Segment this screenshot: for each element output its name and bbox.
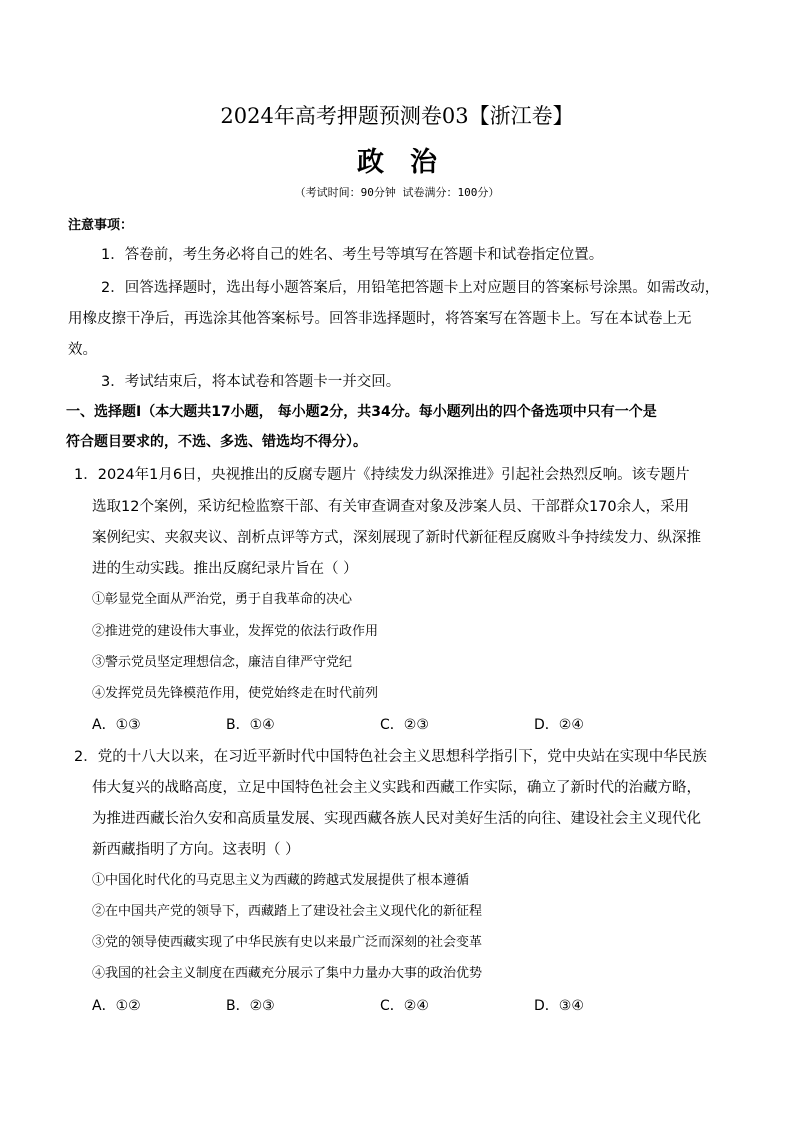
section-heading-line-1: 一、选择题Ⅰ（本大题共17小题， 每小题2分，共34分。每小题列出的四个备选项中只有一个是 (66, 404, 657, 420)
q2-stem-line-4: 新西藏指明了方向。这表明（ ） (92, 842, 300, 858)
q2-stem-line-3: 为推进西藏长治久安和高质量发展、实现西藏各族人民对美好生活的向往、建设社会主义现代化 (92, 811, 701, 827)
q2-option-4: ④我国的社会主义制度在西藏充分展示了集中力量办大事的政治优势 (92, 966, 483, 981)
notice-item-2-line-1: 2．回答选择题时，选出每小题答案后，用铅笔把答题卡上对应题目的答案标号涂黑。如需改动， (101, 280, 720, 296)
q1-choice-b: B．①④ (226, 717, 275, 733)
q1-option-4: ④发挥党员先锋模范作用，使党始终走在时代前列 (92, 686, 379, 701)
section-heading-line-2: 符合题目要求的，不选、多选、错选均不得分）。 (66, 434, 367, 450)
q2-choice-a: A．①② (92, 998, 141, 1014)
q2-choice-c: C．②④ (380, 998, 429, 1014)
exam-title: 2024年高考押题预测卷03【浙江卷】 (220, 104, 574, 128)
q1-choice-a: A．①③ (92, 717, 141, 733)
q1-stem-line-1: 1．2024年1月6日，央视推出的反腐专题片《持续发力纵深推进》引起社会热烈反响。该专题片 (74, 467, 690, 483)
q2-stem-line-1: 2．党的十八大以来，在习近平新时代中国特色社会主义思想科学指引下，党中央站在实现中华民族 (74, 749, 707, 765)
q1-stem-line-2: 选取12个案例，采访纪检监察干部、有关审查调查对象及涉案人员、干部群众170余人，采用 (92, 499, 690, 515)
subject-title: 政治 (357, 147, 463, 178)
q2-option-1: ①中国化时代化的马克思主义为西藏的跨越式发展提供了根本遵循 (92, 873, 470, 888)
q1-choice-d: D．②④ (534, 717, 584, 733)
exam-info: （考试时间：90分钟 试卷满分：100分） (294, 186, 500, 199)
q1-stem-line-3: 案例纪实、夹叙夹议、剖析点评等方式，深刻展现了新时代新征程反腐败斗争持续发力、纵深推 (92, 530, 701, 546)
q2-choice-d: D．③④ (534, 998, 584, 1014)
q1-option-3: ③警示党员坚定理想信念，廉洁自律严守党纪 (92, 655, 353, 670)
q2-option-2: ②在中国共产党的领导下，西藏踏上了建设社会主义现代化的新征程 (92, 904, 483, 919)
q1-stem-line-4: 进的生动实践。推出反腐纪录片旨在（ ） (92, 561, 358, 577)
notice-item-2-line-2: 用橡皮擦干净后，再选涂其他答案标号。回答非选择题时，将答案写在答题卡上。写在本试卷上无 (68, 311, 692, 327)
notice-item-1: 1．答卷前，考生务必将自己的姓名、考生号等填写在答题卡和试卷指定位置。 (101, 247, 604, 263)
q1-option-2: ②推进党的建设伟大事业，发挥党的依法行政作用 (92, 624, 379, 639)
q1-option-1: ①彰显党全面从严治党，勇于自我革命的决心 (92, 592, 353, 607)
q2-option-3: ③党的领导使西藏实现了中华民族有史以来最广泛而深刻的社会变革 (92, 935, 483, 950)
notice-item-3: 3．考试结束后，将本试卷和答题卡一并交回。 (101, 374, 401, 390)
q1-choice-c: C．②③ (380, 717, 429, 733)
notice-item-2-line-3: 效。 (68, 342, 97, 358)
q2-stem-line-2: 伟大复兴的战略高度，立足中国特色社会主义实践和西藏工作实际，确立了新时代的治藏方略， (92, 780, 701, 796)
q2-choice-b: B．②③ (226, 998, 275, 1014)
notice-heading: 注意事项： (68, 218, 134, 233)
